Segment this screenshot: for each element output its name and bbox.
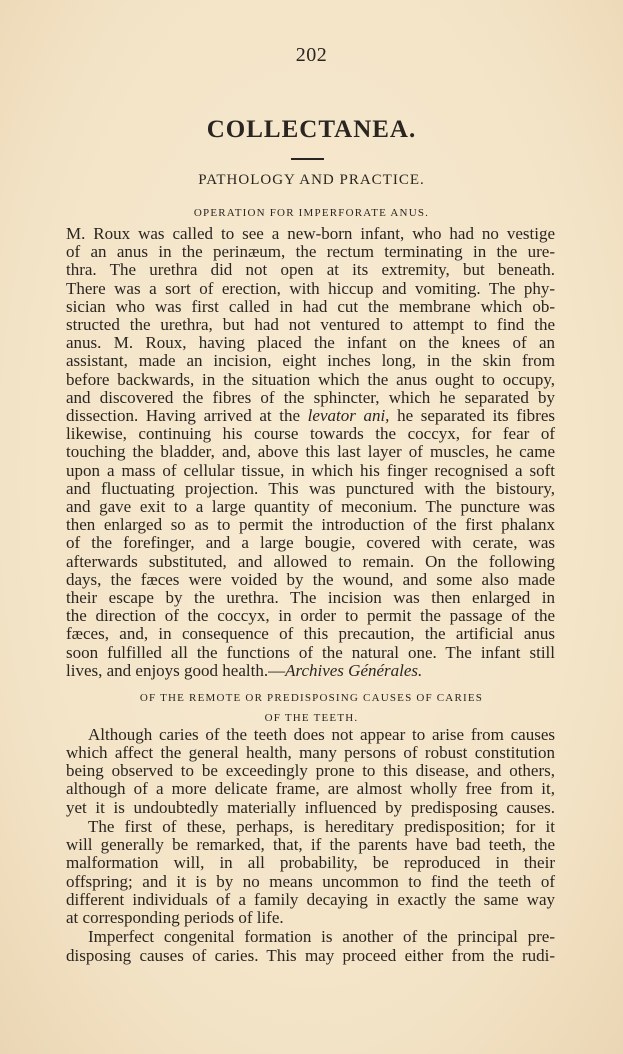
text-line: being observed to be exceedingly prone to this disease, and others, xyxy=(66,761,555,781)
text-line: thra. The urethra did not open at its extremity, but beneath. xyxy=(66,260,555,280)
section2-paragraph-2 xyxy=(66,818,555,927)
text-segment: dissection. Having arrived at the xyxy=(66,406,301,426)
text-line: different individuals of a family decaying in exactly the same way xyxy=(66,889,555,909)
section1-title: OPERATION FOR IMPERFORATE ANUS. xyxy=(193,207,430,219)
text-line: and gave exit to a large quantity of meconium. The puncture was xyxy=(66,497,555,517)
section2-title-line2: OF THE TEETH. xyxy=(264,712,359,724)
text-line: fæces, and, in consequence of this precaution, the artificial anus xyxy=(66,624,555,644)
text-line: sician who was first called in had cut the membrane which ob- xyxy=(66,296,555,316)
text-line: at corresponding periods of life. xyxy=(66,908,284,928)
section2-paragraph-3 xyxy=(66,928,555,965)
text-line: touching the bladder, and, above this last layer of muscles, he came xyxy=(66,442,555,462)
text-line: the direction of the coccyx, in order to permit the passage of the xyxy=(66,606,555,626)
text-line: There was a sort of erection, with hiccup and vomiting. The phy- xyxy=(66,278,555,298)
text-line: offspring; and it is by no means uncommon to find the teeth of xyxy=(66,871,555,891)
text-line: of an anus in the perinæum, the rectum terminating in the ure- xyxy=(66,242,555,262)
page-heading: COLLECTANEA. xyxy=(206,116,417,143)
italic-term: levator ani, xyxy=(307,406,390,426)
text-line: The first of these, perhaps, is hereditary predisposition; for it xyxy=(88,817,555,836)
text-line: soon fulfilled all the functions of the natural one. The infant still xyxy=(66,642,555,662)
text-line: their escape by the urethra. The incision was then enlarged in xyxy=(66,588,555,608)
text-line: before backwards, in the situation which the anus ought to occupy, xyxy=(66,369,555,389)
text-line: upon a mass of cellular tissue, in which his finger recognised a soft xyxy=(66,460,555,480)
section-subheading: PATHOLOGY AND PRACTICE. xyxy=(198,172,425,188)
text-line: M. Roux was called to see a new-born infant, who had no vestige xyxy=(66,224,555,243)
text-line: structed the urethra, but had not ventured to attempt to find the xyxy=(66,315,555,335)
section2-title xyxy=(0,688,623,728)
text-line: likewise, continuing his course towards the coccyx, for fear of xyxy=(66,424,555,444)
text-line: days, the fæces were voided by the wound, and some also made xyxy=(66,569,555,589)
page-number: 202 xyxy=(295,44,328,66)
text-line: anus. M. Roux, having placed the infant on the knees of an xyxy=(66,333,555,353)
text-line: then enlarged so as to permit the introduction of the first phalanx xyxy=(66,515,555,535)
text-line: malformation will, in all probability, be reproduced in their xyxy=(66,853,555,873)
text-segment: he separated its fibres xyxy=(397,406,555,426)
text-line: and fluctuating projection. This was punctured with the bistoury, xyxy=(66,478,555,498)
section2-paragraph-1 xyxy=(66,726,555,817)
text-line: Imperfect congenital formation is another of the principal pre- xyxy=(88,927,555,946)
text-line: although of a more delicate frame, are almost wholly free from it, xyxy=(66,779,555,799)
section1-paragraph xyxy=(66,225,555,680)
text-line: Although caries of the teeth does not appear to arise from causes xyxy=(88,725,555,744)
text-line: yet it is undoubtedly materially influenced by predisposing causes. xyxy=(66,797,555,817)
text-segment: lives, and enjoys good health.— xyxy=(66,660,286,680)
text-line: disposing causes of caries. This may proceed either from the rudi- xyxy=(66,945,555,965)
text-line: of the forefinger, and a large bougie, covered with cerate, was xyxy=(66,533,555,553)
text-line: assistant, made an incision, eight inches long, in the skin from xyxy=(66,351,555,371)
citation-source: Archives Générales. xyxy=(285,660,423,680)
text-line: which affect the general health, many persons of robust constitution xyxy=(66,743,555,763)
text-line-with-italic xyxy=(66,407,555,425)
text-line: afterwards substituted, and allowed to remain. On the following xyxy=(66,551,555,571)
text-line: and discovered the fibres of the sphincter, which he separated by xyxy=(66,387,555,407)
section2-title-line1: OF THE REMOTE OR PREDISPOSING CAUSES OF CARIES xyxy=(139,692,484,704)
heading-rule xyxy=(291,158,324,160)
text-line: will generally be remarked, that, if the parents have bad teeth, the xyxy=(66,835,555,855)
text-line-citation xyxy=(66,662,555,680)
